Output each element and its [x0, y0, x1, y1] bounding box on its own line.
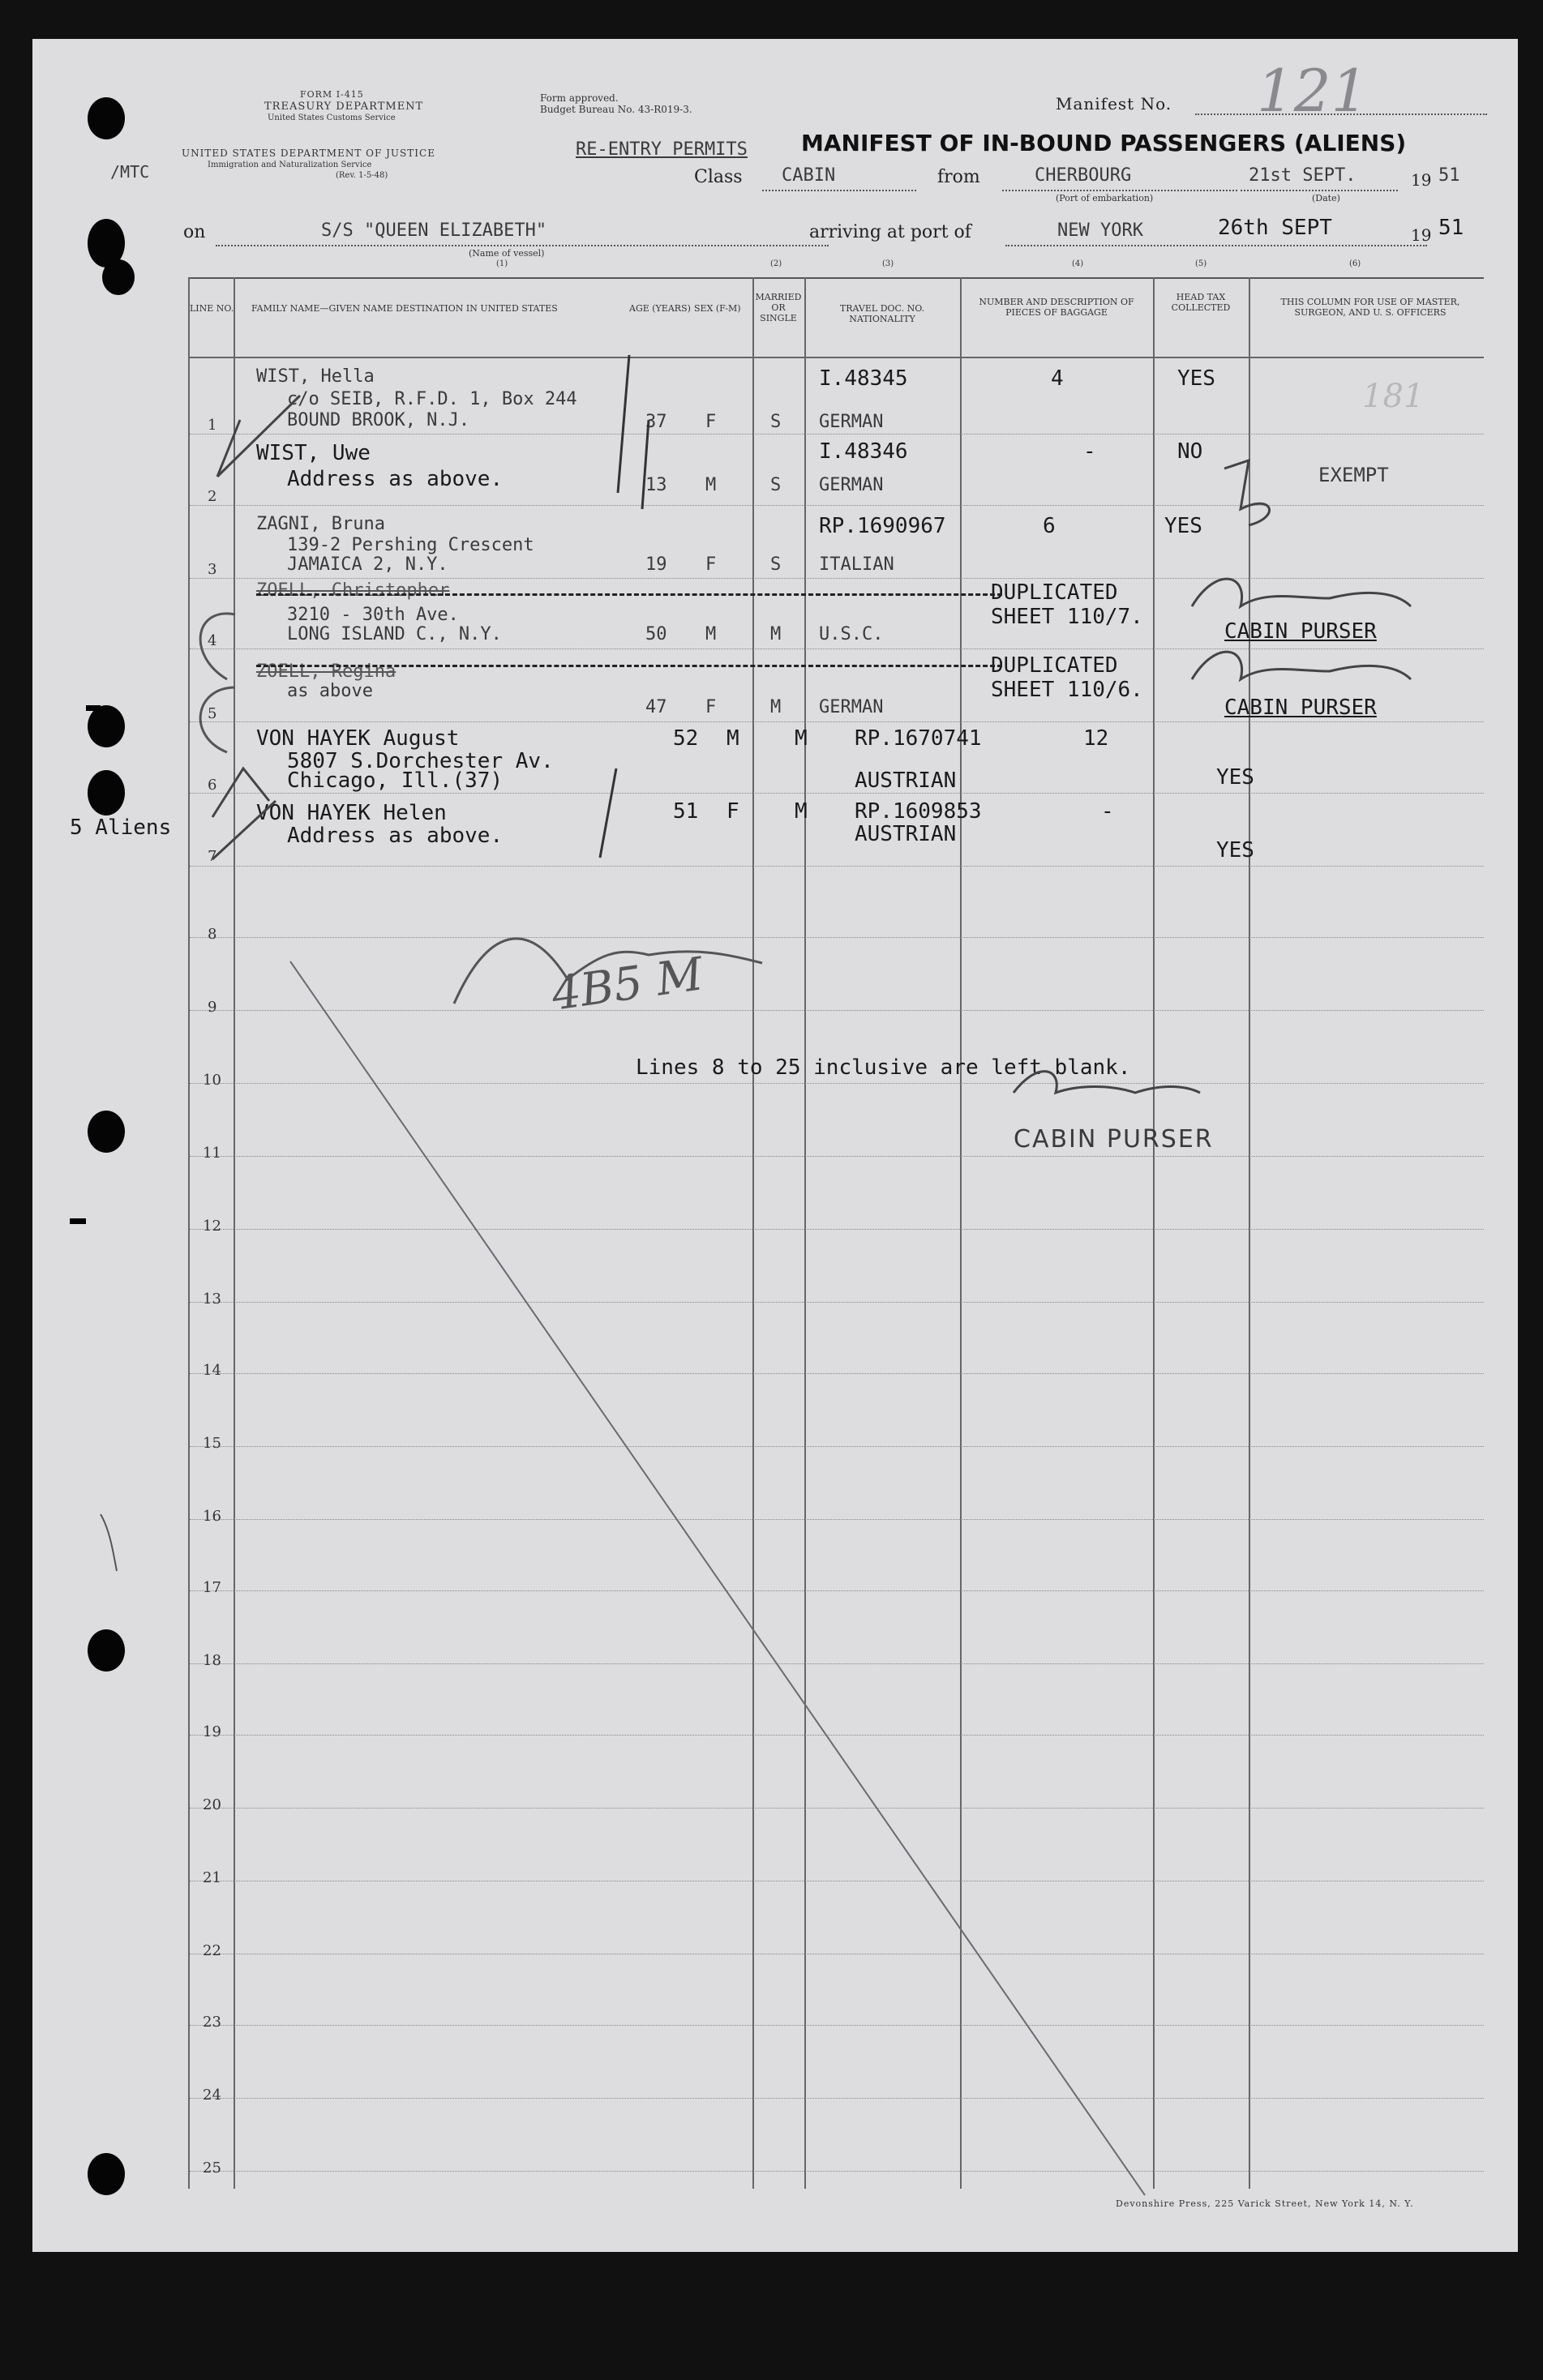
aliens-count-note: 5 Aliens	[70, 815, 172, 840]
port-embark-caption: (Port of embarkation)	[1056, 193, 1154, 203]
on-label: on	[183, 222, 206, 242]
justice-dept: UNITED STATES DEPARTMENT OF JUSTICE	[182, 148, 435, 159]
travel-doc: I.48345	[819, 366, 908, 391]
arrival-date: 26th SEPT	[1218, 216, 1332, 240]
line-number: 22	[203, 1942, 221, 1959]
marital-status: S	[770, 475, 782, 495]
line-number: 10	[203, 1072, 221, 1089]
line-number: 19	[203, 1723, 221, 1740]
arrival-port: NEW YORK	[1057, 220, 1143, 241]
passenger-sex: M	[705, 624, 717, 644]
passenger-address-2: BOUND BROOK, N.J.	[287, 410, 470, 430]
col-num-4: (4)	[1072, 259, 1084, 268]
line-number: 25	[203, 2160, 221, 2177]
col-head-travel: TRAVEL DOC. NO. NATIONALITY	[839, 303, 925, 324]
duplicated-note: DUPLICATED SHEET 110/7.	[991, 580, 1143, 629]
purser-signature	[1014, 1072, 1200, 1093]
blank-lines-note: Lines 8 to 25 inclusive are left blank.	[636, 1055, 1131, 1080]
revision: (Rev. 1-5-48)	[336, 171, 388, 180]
page-title: MANIFEST OF IN-BOUND PASSENGERS (ALIENS)	[801, 130, 1407, 156]
col-head-officers: THIS COLUMN FOR USE OF MASTER, SURGEON, AND U. S. OFFICERS	[1280, 297, 1460, 318]
line-number: 2	[208, 488, 217, 505]
form-number: FORM I-415	[300, 89, 364, 100]
passenger-sex: F	[726, 799, 739, 824]
passenger-address: Address as above.	[287, 467, 504, 491]
from-value: CHERBOURG	[1035, 165, 1132, 186]
passenger-age: 51	[673, 799, 699, 824]
nationality: GERMAN	[819, 475, 884, 495]
col-head-age: AGE (YEARS)	[629, 303, 691, 314]
purser-signature	[1192, 579, 1411, 606]
mtc-mark: /MTC	[110, 162, 150, 182]
line-number: 1	[208, 417, 217, 434]
budget-bureau: Budget Bureau No. 43-R019-3.	[540, 104, 692, 115]
passenger-sex: M	[705, 475, 717, 495]
purser-signature-label: CABIN PURSER	[1224, 696, 1377, 720]
head-tax: YES	[1177, 366, 1215, 391]
passenger-name: VON HAYEK August	[256, 726, 460, 751]
duplicated-note: DUPLICATED SHEET 110/6.	[991, 653, 1143, 702]
marital-status: M	[770, 624, 782, 644]
line-number: 14	[203, 1362, 221, 1379]
reentry-permits: RE-ENTRY PERMITS	[576, 139, 748, 160]
passenger-name: VON HAYEK Helen	[256, 801, 447, 825]
line-number: 4	[208, 632, 217, 649]
passenger-address: 139-2 Pershing Crescent	[287, 535, 534, 555]
officer-note: 181	[1362, 378, 1425, 415]
manifest-sheet	[32, 39, 1518, 2252]
head-tax: NO	[1177, 439, 1203, 464]
passenger-name: WIST, Uwe	[256, 441, 371, 465]
passenger-address-2: JAMAICA 2, N.Y.	[287, 554, 448, 575]
passenger-address: c/o SEIB, R.F.D. 1, Box 244	[287, 389, 577, 409]
passenger-sex: F	[705, 412, 717, 432]
baggage-count: 12	[1083, 726, 1109, 751]
line-number: 3	[208, 561, 217, 578]
head-tax: YES	[1216, 838, 1254, 863]
manifest-number: 121	[1257, 57, 1369, 125]
line-number: 24	[203, 2087, 221, 2104]
date-caption: (Date)	[1312, 193, 1340, 203]
line-number: 15	[203, 1435, 221, 1452]
purser-signature	[1192, 652, 1411, 679]
year-prefix: 19	[1411, 170, 1432, 190]
travel-doc: RP.1690967	[819, 514, 946, 538]
passenger-address: Address as above.	[287, 824, 504, 848]
stray-mark	[101, 1514, 117, 1571]
passenger-name: ZOELL, Christopher	[256, 580, 450, 601]
col-head-name: FAMILY NAME—GIVEN NAME DESTINATION IN UNITED STATES	[251, 303, 558, 314]
line-number: 6	[208, 777, 217, 794]
passenger-age: 52	[673, 726, 699, 751]
col-head-headtax: HEAD TAX COLLECTED	[1171, 292, 1231, 313]
col-num-1: (1)	[496, 259, 508, 268]
passenger-address: 3210 - 30th Ave.	[287, 605, 459, 625]
baggage-count: -	[1083, 439, 1096, 464]
inspector-stamp: 4B5 M	[548, 948, 707, 1021]
baggage-count: 4	[1051, 366, 1064, 391]
nationality: AUSTRIAN	[855, 822, 957, 846]
travel-doc: RP.1670741	[855, 726, 982, 751]
line-number: 12	[203, 1218, 221, 1235]
col-head-line: LINE NO.	[190, 303, 234, 314]
class-label: Class	[694, 167, 743, 187]
form-approved: Form approved.	[540, 92, 619, 104]
departure-date: 21st SEPT.	[1249, 165, 1357, 186]
col-num-3: (3)	[882, 259, 894, 268]
passenger-address: as above	[287, 681, 373, 701]
nationality: GERMAN	[819, 697, 884, 717]
class-value: CABIN	[782, 165, 836, 186]
marital-status: S	[770, 554, 782, 575]
manifest-label: Manifest No.	[1056, 94, 1172, 113]
officer-signature	[454, 939, 762, 1004]
passenger-age: 37	[645, 412, 667, 432]
marital-status: M	[795, 799, 808, 824]
handwriting-overlay	[32, 39, 1518, 2252]
head-tax: YES	[1164, 514, 1202, 538]
passenger-sex: F	[705, 554, 717, 575]
tick-mark	[600, 768, 616, 858]
travel-doc: RP.1609853	[855, 799, 982, 824]
line-number: 8	[208, 926, 217, 943]
passenger-name: ZOELL, Regina	[256, 661, 396, 682]
line-number: 11	[203, 1145, 221, 1162]
passenger-sex: M	[726, 726, 739, 751]
passenger-age: 47	[645, 697, 667, 717]
passenger-sex: F	[705, 697, 717, 717]
passenger-address: 5807 S.Dorchester Av.	[287, 749, 554, 773]
passenger-address-2: LONG ISLAND C., N.Y.	[287, 624, 502, 644]
col-num-2: (2)	[770, 259, 782, 268]
col-num-6: (6)	[1349, 259, 1361, 268]
passenger-name: WIST, Hella	[256, 366, 375, 387]
printer-footer: Devonshire Press, 225 Varick Street, New York 14, N. Y.	[1116, 2198, 1414, 2209]
marital-status: M	[770, 697, 782, 717]
line-number: 23	[203, 2014, 221, 2031]
circle-mark	[200, 614, 235, 679]
passenger-age: 19	[645, 554, 667, 575]
marital-status: M	[795, 726, 808, 751]
nationality: ITALIAN	[819, 554, 894, 575]
vessel-caption: (Name of vessel)	[469, 248, 545, 259]
officer-mark	[1224, 460, 1269, 525]
col-num-5: (5)	[1195, 259, 1207, 268]
passenger-age: 13	[645, 475, 667, 495]
head-tax: YES	[1216, 765, 1254, 790]
year-1: 51	[1438, 165, 1460, 186]
customs-service: United States Customs Service	[268, 113, 396, 122]
check-mark	[212, 768, 276, 859]
col-head-baggage: NUMBER AND DESCRIPTION OF PIECES OF BAGGAGE	[979, 297, 1134, 318]
purser-signature-label: CABIN PURSER	[1224, 619, 1377, 644]
line-number: 21	[203, 1869, 221, 1886]
line-number: 13	[203, 1291, 221, 1308]
ins-service: Immigration and Naturalization Service	[208, 161, 372, 169]
baggage-count: -	[1101, 799, 1114, 824]
nationality: GERMAN	[819, 412, 884, 432]
line-number: 9	[208, 999, 217, 1016]
passenger-address-2: Chicago, Ill.(37)	[287, 768, 504, 793]
circle-mark	[200, 687, 235, 752]
year-2: 51	[1438, 216, 1464, 240]
col-head-sex: SEX (F-M)	[694, 303, 741, 314]
travel-doc: I.48346	[819, 439, 908, 464]
line-number: 16	[203, 1508, 221, 1525]
officer-note: EXEMPT	[1318, 464, 1389, 486]
vessel-name: S/S "QUEEN ELIZABETH"	[321, 220, 547, 241]
line-number: 5	[208, 705, 217, 722]
check-mark	[217, 396, 300, 477]
nationality: AUSTRIAN	[855, 768, 957, 793]
treasury-dept: TREASURY DEPARTMENT	[264, 101, 424, 113]
arriving-label: arriving at port of	[809, 222, 971, 242]
line-number: 7	[208, 848, 217, 865]
travel-doc: U.S.C.	[819, 624, 884, 644]
col-head-married: MARRIED OR SINGLE	[755, 292, 802, 323]
passenger-age: 50	[645, 624, 667, 644]
marital-status: S	[770, 412, 782, 432]
tick-mark	[618, 355, 649, 509]
purser-signature-title: CABIN PURSER	[1014, 1125, 1214, 1154]
from-label: from	[937, 167, 980, 187]
year-prefix-2: 19	[1411, 225, 1432, 245]
baggage-count: 6	[1043, 514, 1056, 538]
line-number: 20	[203, 1796, 221, 1813]
passenger-name: ZAGNI, Bruna	[256, 514, 385, 534]
line-number: 18	[203, 1652, 221, 1669]
blank-diagonal-line	[290, 961, 1145, 2195]
line-number: 17	[203, 1579, 221, 1596]
